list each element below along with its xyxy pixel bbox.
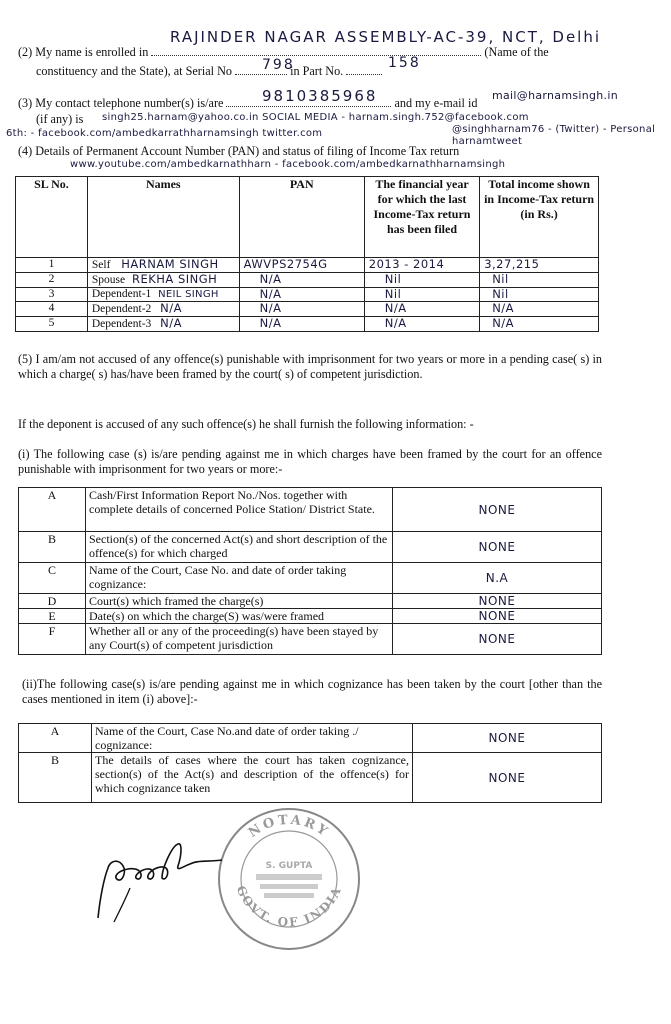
row-pan: N/A: [239, 288, 364, 302]
row-desc: Cash/First Information Report No./Nos. together with complete details of concerned Police Station/ District State.: [86, 488, 393, 532]
row-name-cell: [87, 288, 239, 302]
row-name-cell: [87, 302, 239, 317]
row-value: N.A: [393, 563, 602, 594]
row-name: REKHA SINGH: [131, 272, 218, 286]
row-label: Dependent-1: [91, 288, 152, 300]
part-ii-intro: (ii)The following case(s) is/are pending against me in which cognizance has been taken by the court [other than the cases mentioned in item (i) above]:-: [22, 677, 602, 706]
row-key: B: [19, 753, 92, 803]
notary-stamp: [216, 806, 362, 952]
table-row: [19, 753, 602, 803]
row-value: NONE: [393, 532, 602, 563]
row-label: Self: [91, 259, 111, 271]
row-key: B: [19, 532, 86, 563]
row-value: NONE: [393, 609, 602, 624]
table-row: [19, 724, 602, 753]
social-handwriting-left: 6th: - facebook.com/ambedkarrathharnamsingh twitter.com: [6, 128, 323, 139]
table-row: [19, 488, 602, 532]
row-desc: The details of cases where the court has taken cognizance, section(s) of the Act(s) and description of the offence(s) for which cognizance taken: [92, 753, 413, 803]
row-value: NONE: [393, 624, 602, 655]
header-sl-no: SL No.: [16, 177, 88, 258]
row-name-cell: [87, 317, 239, 332]
row-desc: Name of the Court, Case No.and date of order taking ./ cognizance:: [92, 724, 413, 753]
table-row: [16, 288, 599, 302]
income-tax-table: [15, 176, 599, 332]
row-fy: N/A: [364, 317, 479, 332]
row-key: C: [19, 563, 86, 594]
cognizance-table: [18, 723, 602, 803]
table-row: [16, 302, 599, 317]
row-sl: 3: [16, 288, 88, 302]
row-sl: 4: [16, 302, 88, 317]
stamp-bottom-text: GOVT. OF INDIA: [233, 883, 345, 930]
row-value: NONE: [393, 594, 602, 609]
row-label: Dependent-2: [91, 303, 152, 315]
section-3-line-2: (if any) is: [36, 112, 84, 126]
table-row: [16, 258, 599, 273]
row-value: NONE: [393, 488, 602, 532]
table-row: [16, 317, 599, 332]
section-4-heading: (4) Details of Permanent Account Number (PAN) and status of filing of Income Tax return: [18, 144, 460, 158]
email-handwriting-top: mail@harnamsingh.in: [492, 89, 618, 102]
row-key: A: [19, 724, 92, 753]
table-row: [19, 594, 602, 609]
part-field: [346, 74, 382, 75]
row-name: N/A: [160, 316, 183, 330]
row-fy: Nil: [364, 288, 479, 302]
row-income: Nil: [480, 288, 599, 302]
section-5-text: (5) I am/am not accused of any offence(s) punishable with imprisonment for two years or more in a pending case( s) in which a charge( s) has/have been framed by the court( s) of competent jurisdiction.: [18, 352, 602, 381]
row-name-cell: [87, 258, 239, 273]
row-desc: Section(s) of the concerned Act(s) and short description of the offence(s) for which charged: [86, 532, 393, 563]
constituency-handwriting: RAJINDER NAGAR ASSEMBLY-AC-39, NCT, Delhi: [170, 28, 602, 46]
row-key: A: [19, 488, 86, 532]
social-handwriting-right: @singhharnam76 - (Twitter) - Personal harnamtweet: [452, 124, 656, 147]
row-pan: N/A: [239, 273, 364, 288]
serial-no-handwriting: 798: [262, 57, 295, 73]
row-sl: 2: [16, 273, 88, 288]
table-row: [19, 532, 602, 563]
signature: [90, 838, 230, 928]
row-name: HARNAM SINGH: [121, 257, 219, 271]
row-name-cell: [87, 273, 239, 288]
row-value: NONE: [413, 753, 602, 803]
phone-handwriting: 9810385968: [262, 87, 378, 105]
row-pan: N/A: [239, 317, 364, 332]
header-financial-year: The financial year for which the last Income-Tax return has been filed: [364, 177, 479, 258]
row-desc: Whether all or any of the proceeding(s) have been stayed by any Court(s) of competent jurisdiction: [86, 624, 393, 655]
row-name: NEIL SINGH: [158, 289, 219, 300]
row-sl: 1: [16, 258, 88, 273]
row-key: E: [19, 609, 86, 624]
pending-charges-table: [18, 487, 602, 655]
row-desc: Date(s) on which the charge(S) was/were framed: [86, 609, 393, 624]
section-2-prefix: (2) My name is enrolled in: [18, 45, 149, 59]
row-fy: Nil: [364, 273, 479, 288]
section-2-part-label: in Part No.: [290, 64, 344, 78]
row-label: Spouse: [91, 274, 126, 286]
svg-text:GOVT. OF INDIA: [234, 884, 345, 930]
income-table-header: [16, 177, 599, 258]
row-income: N/A: [480, 302, 599, 317]
row-income: Nil: [480, 273, 599, 288]
deponent-note: If the deponent is accused of any such offence(s) he shall furnish the following information: -: [18, 417, 474, 431]
section-3-email-label: and my e-mail id: [394, 96, 478, 110]
stamp-name: S. GUPTA: [265, 861, 313, 871]
header-total-income: Total income shown in Income-Tax return (in Rs.): [480, 177, 599, 258]
row-pan: AWVPS2754G: [239, 258, 364, 273]
row-desc: Name of the Court, Case No. and date of order taking cognizance:: [86, 563, 393, 594]
row-key: F: [19, 624, 86, 655]
row-fy: N/A: [364, 302, 479, 317]
constituency-field: [151, 55, 481, 56]
table-row: [19, 624, 602, 655]
part-i-intro: (i) The following case (s) is/are pending against me in which charges have been framed by the court for an offence punishable with imprisonment for two years or more:-: [18, 447, 602, 476]
stamp-top-text: NOTARY: [245, 812, 333, 841]
table-row: [16, 273, 599, 288]
row-income: N/A: [480, 317, 599, 332]
part-no-handwriting: 158: [388, 55, 421, 71]
serial-field: [235, 74, 287, 75]
section-3-prefix: (3) My contact telephone number(s) is/are: [18, 96, 224, 110]
row-label: Dependent-3: [91, 318, 152, 330]
phone-field: [226, 106, 391, 107]
section-2-line-1: [18, 45, 658, 60]
section-2-serial-label: constituency and the State), at Serial No: [36, 64, 232, 78]
table-row: [19, 609, 602, 624]
youtube-handwriting: www.youtube.com/ambedkarnathharn - facebook.com/ambedkarnathharnamsingh: [70, 159, 506, 170]
section-2-line-2: [36, 64, 382, 79]
row-desc: Court(s) which framed the charge(s): [86, 594, 393, 609]
header-pan: PAN: [239, 177, 364, 258]
row-pan: N/A: [239, 302, 364, 317]
row-value: NONE: [413, 724, 602, 753]
row-income: 3,27,215: [480, 258, 599, 273]
section-3-line-1: [18, 96, 477, 111]
row-name: N/A: [160, 301, 183, 315]
header-names: Names: [87, 177, 239, 258]
section-2-suffix: (Name of the: [484, 45, 549, 59]
row-sl: 5: [16, 317, 88, 332]
row-fy: 2013 - 2014: [364, 258, 479, 273]
table-row: [19, 563, 602, 594]
row-key: D: [19, 594, 86, 609]
email-handwriting: singh25.harnam@yahoo.co.in SOCIAL MEDIA - harnam.singh.752@facebook.com: [102, 112, 529, 123]
